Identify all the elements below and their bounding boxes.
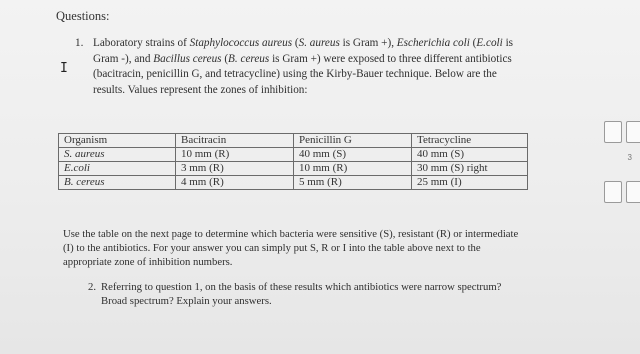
result-cell[interactable]: 5 mm (R) [294,176,412,190]
question-1-number: 1. [75,37,84,49]
result-cell[interactable]: 30 mm (S) right [412,162,528,176]
result-cell[interactable]: 10 mm (R) [294,162,412,176]
header-cell-tetracycline: Tetracycline [412,134,528,148]
question-2-text: Referring to question 1, on the basis of these results which antibiotics were narrow spectrum? Broad spectrum? Explain your answers. [101,281,502,307]
result-cell[interactable]: 40 mm (S) [412,148,528,162]
margin-page-number: 3 [627,153,632,162]
instruction-note: Use the table on the next page to determine which bacteria were sensitive (S), resistant (R) or intermediate (I) to the antibiotics. For your answer you can simply put S, R or I into the table above next to the appropriate zone of inhibition numbers. [63,228,519,268]
table-row [59,176,528,190]
result-cell[interactable]: 10 mm (R) [176,148,294,162]
margin-checkbox[interactable] [604,121,622,143]
questions-heading: Questions: [56,9,110,23]
margin-checkbox[interactable] [626,121,640,143]
result-cell[interactable]: 3 mm (R) [176,162,294,176]
margin-checkbox[interactable] [626,181,640,203]
question-1-text: Laboratory strains of Staphylococcus aureus (S. aureus is Gram +), Escherichia coli (E.coli is Gram -), and Bacillus cereus (B. cereus is Gram +) were exposed to three different antibiotics (bacitracin, penicillin G, and tetracycline) using the Kirby-Bauer technique. Below are the results. Values represent the zones of inhibition: [93,37,514,96]
question-2-number: 2. [88,281,97,293]
margin-checkbox[interactable] [604,181,622,203]
table-row [59,148,528,162]
organism-cell[interactable]: B. cereus [59,176,176,190]
table-row [59,162,528,176]
question-2 [88,280,518,308]
result-cell[interactable]: 4 mm (R) [176,176,294,190]
organism-cell[interactable]: S. aureus [59,148,176,162]
header-cell-penicillin: Penicillin G [294,134,412,148]
header-cell-organism: Organism [59,134,176,148]
text-cursor-icon: I [60,61,68,76]
table-header-row [59,134,528,148]
header-cell-bacitracin: Bacitracin [176,134,294,148]
result-cell[interactable]: 25 mm (I) [412,176,528,190]
result-cell[interactable]: 40 mm (S) [294,148,412,162]
results-table [58,133,528,190]
organism-cell[interactable]: E.coli [59,162,176,176]
question-1 [75,36,515,98]
